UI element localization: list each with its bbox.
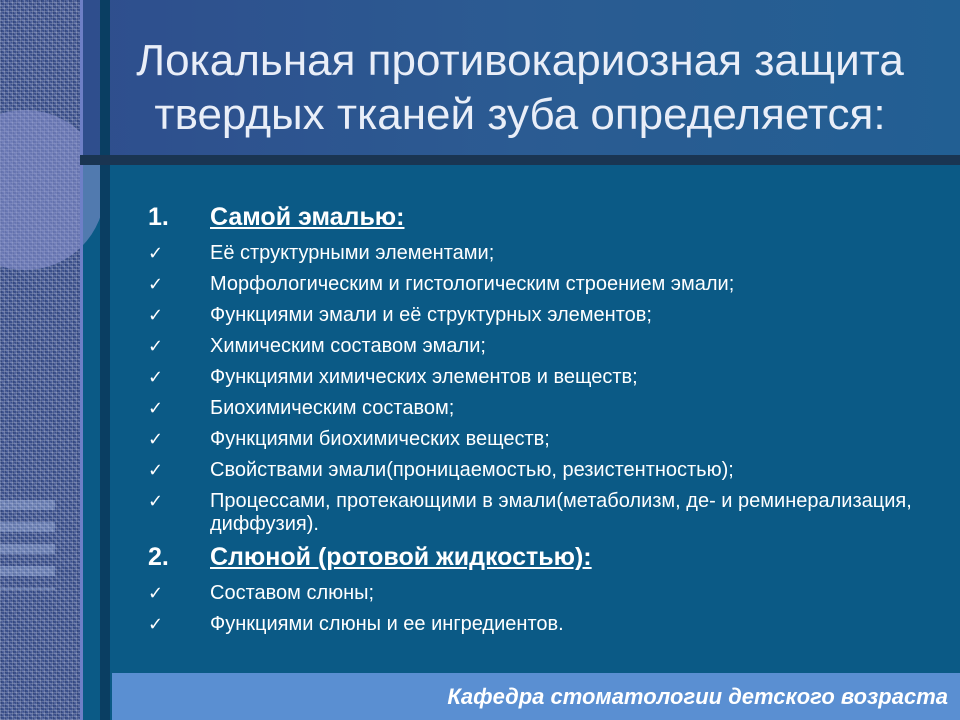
checkmark-icon: ✓: [148, 429, 164, 449]
content-list: [148, 200, 938, 636]
list-item-text: Функциями слюны и ее ингредиентов.: [210, 613, 564, 635]
list-item: [148, 335, 938, 358]
list-item-text: Её структурными элементами;: [210, 242, 495, 264]
list-item: [148, 397, 938, 420]
slide-title: Локальная противокариозная защита твердых тканей зуба определяется:: [136, 36, 904, 139]
checkmark-icon: ✓: [148, 583, 164, 603]
side-texture-panel: [0, 0, 80, 720]
checkmark-icon: ✓: [148, 305, 164, 325]
list-item: [148, 242, 938, 265]
list-item: [148, 273, 938, 296]
list-item: [148, 428, 938, 451]
list-item: [148, 459, 938, 482]
side-texture-bars: [0, 500, 55, 590]
list-item-heading: [148, 200, 938, 234]
list-number: 1.: [148, 203, 169, 231]
list-item-heading: [148, 540, 938, 574]
list-item-text: Морфологическим и гистологическим строением эмали;: [210, 273, 735, 295]
list-heading-text: Слюной (ротовой жидкостью):: [210, 543, 592, 571]
checkmark-icon: ✓: [148, 398, 164, 418]
checkmark-icon: ✓: [148, 460, 164, 480]
list-item-text: Химическим составом эмали;: [210, 335, 486, 357]
list-number: 2.: [148, 543, 169, 571]
list-item-text: Функциями эмали и её структурных элементов;: [210, 304, 652, 326]
checkmark-icon: ✓: [148, 274, 164, 294]
list-item: [148, 490, 938, 536]
list-item-text: Свойствами эмали(проницаемостью, резистентностью);: [210, 459, 734, 481]
checkmark-icon: ✓: [148, 614, 164, 634]
checkmark-icon: ✓: [148, 491, 164, 511]
footer-text: Кафедра стоматологии детского возраста: [447, 684, 948, 709]
list-item: [148, 304, 938, 327]
list-item-text: Биохимическим составом;: [210, 397, 455, 419]
checkmark-icon: ✓: [148, 367, 164, 387]
list-item-text: Функциями биохимических веществ;: [210, 428, 550, 450]
list-item: [148, 582, 938, 605]
footer-band: [112, 673, 960, 720]
decorative-stripe-light: [80, 0, 83, 720]
checkmark-icon: ✓: [148, 243, 164, 263]
list-item-text: Составом слюны;: [210, 582, 375, 604]
list-item-text: Процессами, протекающими в эмали(метаболизм, де- и реминерализация, диффузия).: [210, 490, 912, 535]
list-item-text: Функциями химических элементов и веществ;: [210, 366, 638, 388]
list-item: [148, 366, 938, 389]
list-item: [148, 613, 938, 636]
title-divider: [80, 155, 960, 165]
checkmark-icon: ✓: [148, 336, 164, 356]
list-heading-text: Самой эмалью:: [210, 203, 405, 231]
